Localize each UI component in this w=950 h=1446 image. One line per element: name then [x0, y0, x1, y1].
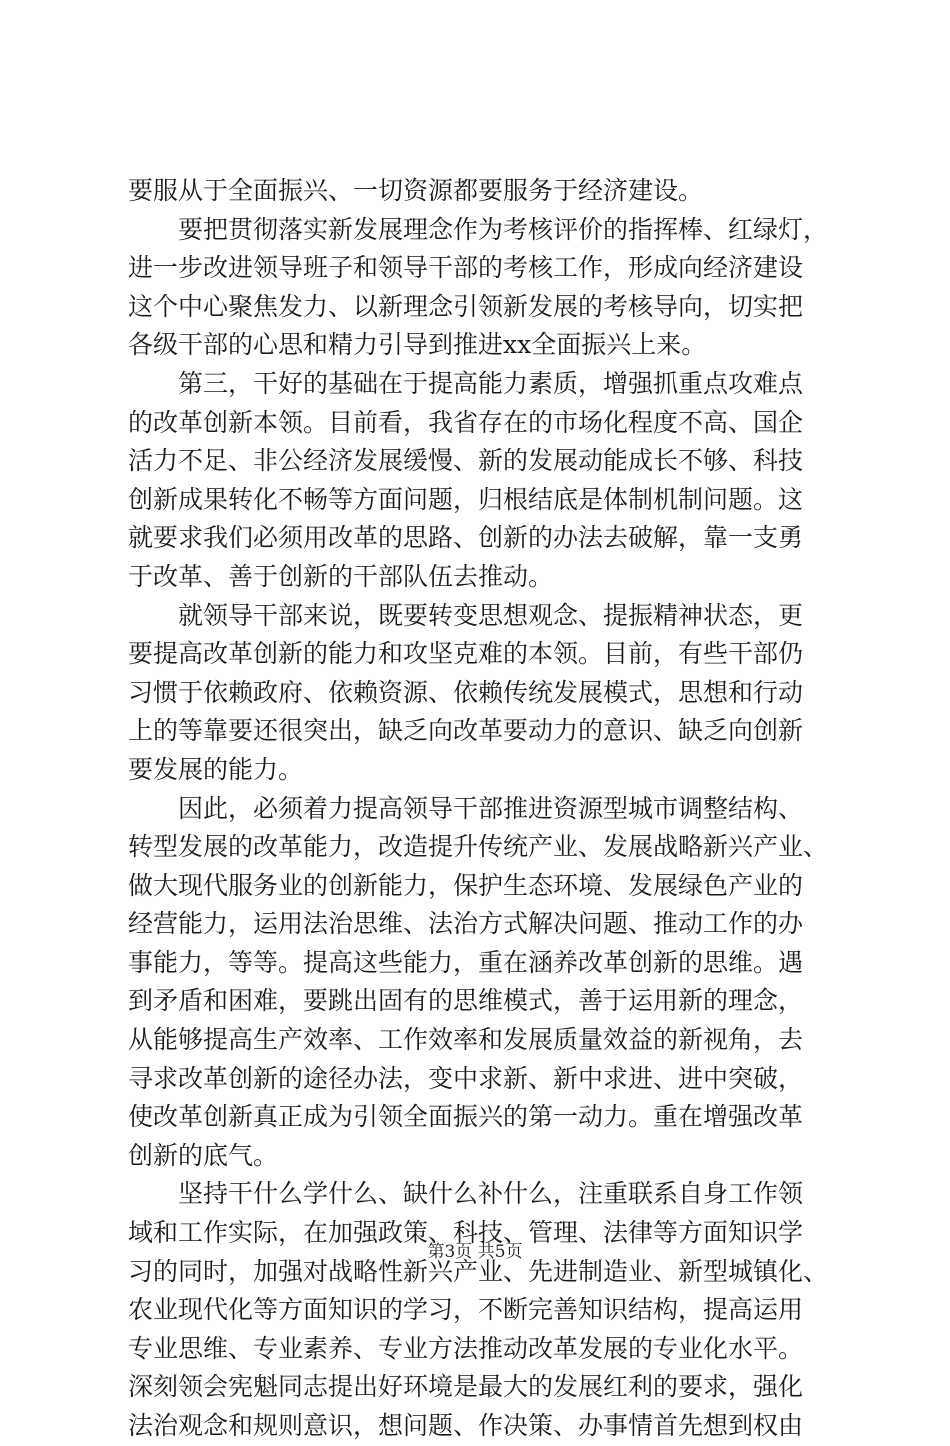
text-line: 坚持干什么学什么、缺什么补什么，注重联系自身工作领: [178, 1179, 804, 1209]
text-line: 于改革、善于创新的干部队伍去推动。: [128, 561, 554, 591]
text-line: 创新的底气。: [128, 1140, 279, 1170]
text-line: 法治观念和规则意识，想问题、作决策、办事情首先想到权由: [128, 1411, 804, 1440]
text-line: 上的等靠要还很突出，缺乏向改革要动力的意识、缺乏向创新: [128, 716, 804, 746]
text-line: 到矛盾和困难，要跳出固有的思维模式，善于运用新的理念，: [128, 986, 804, 1016]
text-line: 事能力，等等。提高这些能力，重在涵养改革创新的思维。遇: [128, 947, 804, 977]
text-line: 转型发展的改革能力，改造提升传统产业、发展战略新兴产业、: [128, 832, 829, 862]
text-line: 做大现代服务业的创新能力，保护生态环境、发展绿色产业的: [128, 870, 804, 900]
text-line: 使改革创新真正成为引领全面振兴的第一动力。重在增强改革: [128, 1102, 804, 1132]
text-line: 寻求改革创新的途径办法，变中求新、新中求进、进中突破，: [128, 1063, 804, 1093]
text-line: 从能够提高生产效率、工作效率和发展质量效益的新视角，去: [128, 1025, 804, 1055]
text-line: 就领导干部来说，既要转变思想观念、提振精神状态，更: [178, 600, 804, 630]
text-line: 深刻领会宪魁同志提出好环境是最大的发展红利的要求，强化: [128, 1372, 804, 1402]
text-line: 要把贯彻落实新发展理念作为考核评价的指挥棒、红绿灯，: [178, 214, 829, 244]
text-line: 各级干部的心思和精力引导到推进xx全面振兴上来。: [128, 330, 707, 360]
text-line: 就要求我们必须用改革的思路、创新的办法去破解，靠一支勇: [128, 523, 804, 553]
text-line: 习的同时，加强对战略性新兴产业、先进制造业、新型城镇化、: [128, 1256, 829, 1286]
text-line: 因此，必须着力提高领导干部推进资源型城市调整结构、: [178, 793, 804, 823]
text-line: 专业思维、专业素养、专业方法推动改革发展的专业化水平。: [128, 1333, 804, 1363]
text-line: 域和工作实际，在加强政策、科技、管理、法律等方面知识学: [128, 1218, 804, 1248]
text-line: 活力不足、非公经济发展缓慢、新的发展动能成长不够、科技: [128, 446, 804, 476]
text-line: 创新成果转化不畅等方面问题，归根结底是体制机制问题。这: [128, 484, 804, 514]
text-line: 的改革创新本领。目前看，我省存在的市场化程度不高、国企: [128, 407, 804, 437]
text-line: 要提高改革创新的能力和攻坚克难的本领。目前，有些干部仍: [128, 639, 804, 669]
text-line: 这个中心聚焦发力、以新理念引领新发展的考核导向，切实把: [128, 291, 804, 321]
text-line: 要发展的能力。: [128, 754, 304, 784]
text-line: 农业现代化等方面知识的学习，不断完善知识结构，提高运用: [128, 1295, 804, 1325]
text-line: 第三，干好的基础在于提高能力素质，增强抓重点攻难点: [178, 368, 804, 398]
text-line: 要服从于全面振兴、一切资源都要服务于经济建设。: [128, 176, 704, 205]
text-line: 习惯于依赖政府、依赖资源、依赖传统发展模式，思想和行动: [128, 677, 804, 707]
text-line: 经营能力，运用法治思维、法治方式解决问题、推动工作的办: [128, 909, 804, 939]
text-line: 进一步改进领导班子和领导干部的考核工作，形成向经济建设: [128, 253, 804, 283]
page-footer: 第3页 共5页: [427, 1242, 523, 1262]
